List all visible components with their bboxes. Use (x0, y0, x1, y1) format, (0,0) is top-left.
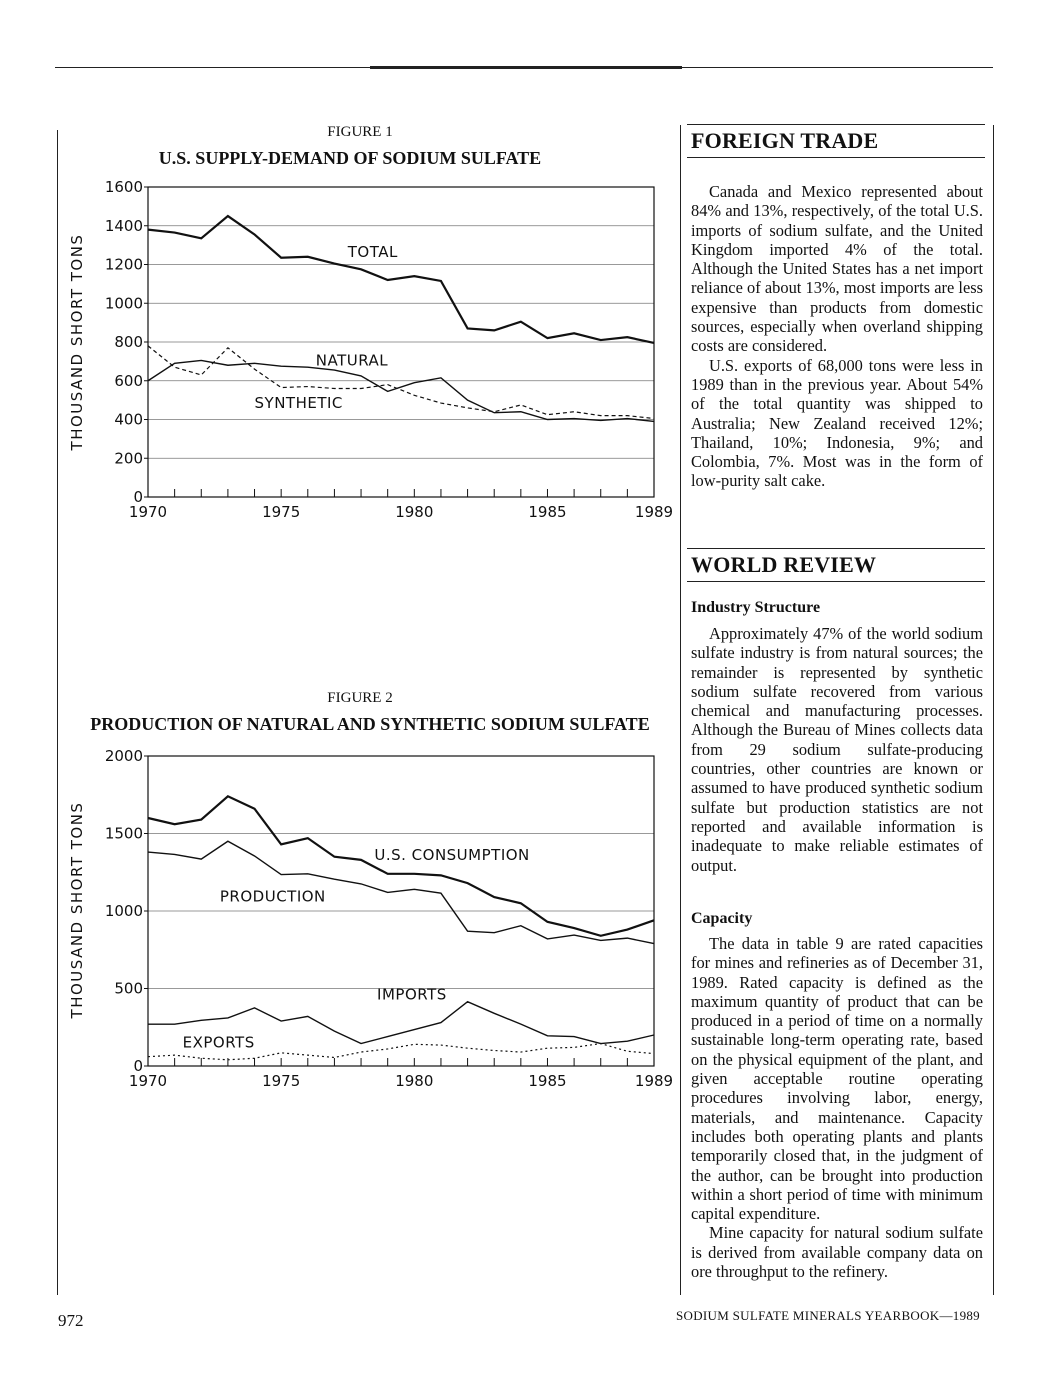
figure2-label: FIGURE 2 (327, 690, 393, 706)
fig1-xtick-label: 1980 (395, 503, 434, 521)
fig1-xtick-label: 1970 (128, 503, 168, 521)
top-rule-thick (370, 66, 682, 69)
fig1-ytick-label: 1000 (104, 294, 143, 313)
fig1-y-axis-label: THOUSAND SHORT TONS (68, 233, 86, 451)
foreign-trade-paragraph-1: Canada and Mexico represented about 84% and 13%, respectively, of the total U.S. imports of sodium sulfate, and the United Kingdom imported 4% of the total. Although the United States has a net import reliance of about 13%, most imports are less expensive than products from domestic sources, especially when overland shipping costs are considered. (691, 182, 983, 356)
fig1-series-synthetic-line (148, 346, 654, 419)
fig2-series-imports-label: IMPORTS (377, 985, 447, 1004)
world-review-rule-top (687, 548, 985, 549)
world-review-rule-bottom (687, 581, 985, 582)
foreign-trade-body (691, 182, 983, 491)
fig2-ytick-label: 1500 (104, 824, 143, 843)
right-margin-rule (993, 125, 994, 1295)
fig1-xtick-label: 1985 (528, 503, 567, 521)
fig1-series-natural-label: NATURAL (315, 351, 389, 370)
fig1-ytick-label: 400 (114, 410, 143, 429)
fig2-xtick-label: 1985 (528, 1072, 567, 1090)
foreign-trade-rule-top (687, 124, 985, 125)
fig2-series-exports-label: EXPORTS (182, 1033, 255, 1052)
world-review-heading: WORLD REVIEW (691, 552, 877, 577)
foreign-trade-paragraph-2: U.S. exports of 68,000 tons were less in 1989 than in the previous year. About 54% of the total quantity was shipped to Australia; New Zealand received 12%; Thailand, 10%; Indonesia, 9%; and Colombia, 7%. Most was in the form of low-purity salt cake. (691, 355, 983, 491)
industry-structure-paragraph: Approximately 47% of the world sodium sulfate industry is from natural sources; the remainder is represented by synthetic sodium sulfate recovered from various chemical and manufacturing processes. Although the Bureau of Mines collects data from 29 sodium sulfate-producing countries, other countries are known or assumed to have produced synthetic sodium sulfate but production statistics are not reported and available information is inadequate to make reliable estimates of output. (691, 624, 983, 875)
figure1-title: U.S. SUPPLY-DEMAND OF SODIUM SULFATE (158, 148, 542, 168)
running-footer: SODIUM SULFATE MINERALS YEARBOOK—1989 (676, 1308, 980, 1323)
fig1-ytick-label: 800 (114, 333, 143, 351)
fig1-series-total-line (148, 216, 654, 343)
fig2-xtick-label: 1980 (395, 1072, 434, 1090)
column-divider-rule (680, 125, 681, 1295)
fig2-series-u-s-consumption-line (148, 796, 654, 936)
industry-structure-subheading: Industry Structure (691, 599, 821, 616)
fig1-xtick-label: 1989 (634, 503, 674, 521)
fig1-series-synthetic-label: SYNTHETIC (254, 393, 343, 412)
foreign-trade-rule-bottom (687, 157, 985, 158)
figure2-title: PRODUCTION OF NATURAL AND SYNTHETIC SODIUM SULFATE (90, 714, 650, 734)
fig1-ytick-label: 200 (114, 449, 143, 468)
fig2-y-axis-label: THOUSAND SHORT TONS (68, 801, 86, 1019)
fig2-xtick-label: 1975 (262, 1072, 301, 1090)
capacity-paragraph-2: Mine capacity for natural sodium sulfate is derived from available company data on ore throughput to the refinery. (691, 1223, 983, 1282)
page-number: 972 (58, 1311, 84, 1330)
capacity-body (691, 934, 983, 1281)
capacity-subheading: Capacity (691, 910, 753, 927)
figure2-chart (0, 740, 680, 1095)
fig2-ytick-label: 1000 (104, 902, 143, 920)
fig2-series-production-label: PRODUCTION (219, 887, 326, 906)
figure1-chart (0, 170, 680, 535)
fig1-ytick-label: 600 (114, 371, 143, 390)
figure1-label: FIGURE 1 (327, 124, 393, 140)
fig2-ytick-label: 500 (114, 979, 143, 998)
foreign-trade-heading: FOREIGN TRADE (691, 128, 879, 153)
fig2-xtick-label: 1989 (634, 1072, 674, 1090)
capacity-paragraph-1: The data in table 9 are rated capacities for mines and refineries as of December 31, 1989. Rated capacity is defined as the maximum quantity of product that can be produced in a period of time on a normally sustainable long-term operating rate, based on the physical equipment of the plant, and given acceptable routine operating procedures involving labor, energy, materials, and maintenance. Capacity includes both operating plants and plants temporarily closed that, in the judgment of the author, can be brought into production within a short period of time with minimum capital expenditure. (691, 934, 983, 1224)
fig1-xtick-label: 1975 (262, 503, 301, 521)
fig1-ytick-label: 1600 (104, 178, 143, 196)
fig2-ytick-label: 0 (133, 1057, 143, 1075)
fig2-series-u-s-consumption-label: U.S. CONSUMPTION (374, 845, 530, 864)
fig1-ytick-label: 1200 (104, 255, 143, 274)
industry-structure-body (691, 624, 983, 875)
fig2-xtick-label: 1970 (128, 1072, 168, 1090)
fig1-series-total-label: TOTAL (347, 242, 398, 261)
fig1-ytick-label: 0 (133, 488, 143, 506)
fig2-ytick-label: 2000 (104, 747, 143, 765)
fig1-ytick-label: 1400 (104, 216, 143, 235)
